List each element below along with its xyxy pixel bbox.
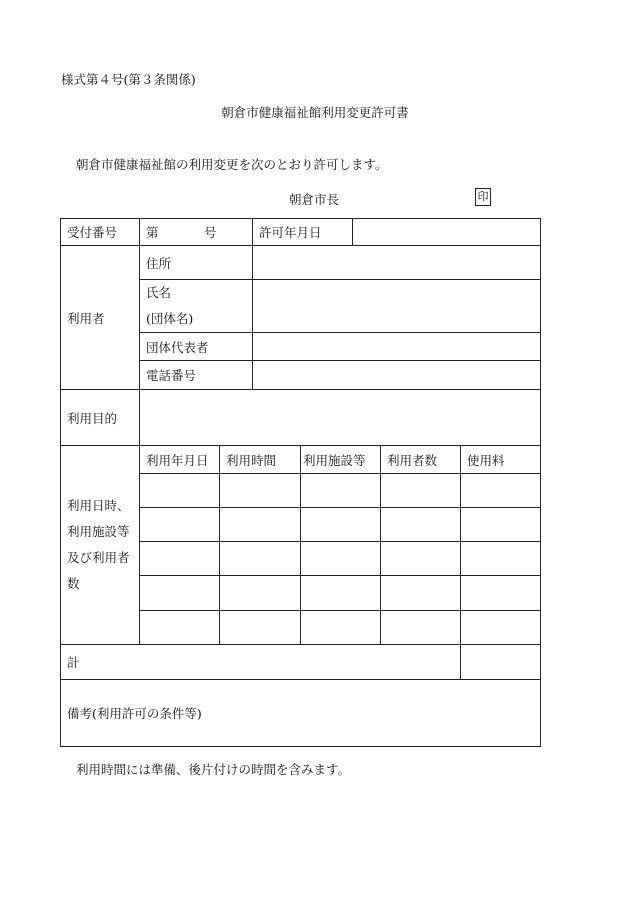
usage-date-cell[interactable] xyxy=(140,508,220,542)
usage-facility-cell[interactable] xyxy=(301,576,381,611)
number-suffix: 号 xyxy=(204,225,217,240)
address-row xyxy=(61,246,541,280)
permit-date-field[interactable] xyxy=(353,219,541,246)
usage-fee-cell[interactable] xyxy=(461,576,541,611)
usage-date-cell[interactable] xyxy=(140,611,220,645)
total-label: 計 xyxy=(61,645,461,680)
issuer-name: 朝倉市長 xyxy=(289,192,340,207)
usage-fee-cell[interactable] xyxy=(461,474,541,508)
seal-mark: 印 xyxy=(475,188,491,206)
usage-facility-cell[interactable] xyxy=(301,542,381,576)
user-label: 利用者 xyxy=(61,246,140,390)
total-fee-cell[interactable] xyxy=(461,645,541,680)
usage-date-cell[interactable] xyxy=(140,542,220,576)
remarks-row xyxy=(61,680,541,747)
usage-users-cell[interactable] xyxy=(381,474,461,508)
footnote: 利用時間には準備、後片付けの時間を含みます。 xyxy=(76,762,351,777)
purpose-row xyxy=(61,390,541,446)
column-header-time: 利用時間 xyxy=(220,446,301,474)
number-prefix: 第 xyxy=(146,225,159,240)
document-title: 朝倉市健康福祉館利用変更許可書 xyxy=(221,105,409,120)
usage-label-line: 及び利用者 xyxy=(67,550,130,565)
usage-time-cell[interactable] xyxy=(220,542,301,576)
usage-label-cell xyxy=(61,446,140,645)
usage-time-cell[interactable] xyxy=(220,576,301,611)
column-header-fee: 使用料 xyxy=(461,446,541,474)
reception-number-field[interactable] xyxy=(140,219,253,246)
purpose-label: 利用目的 xyxy=(61,390,140,446)
usage-users-cell[interactable] xyxy=(381,542,461,576)
reception-number-label: 受付番号 xyxy=(61,219,140,246)
usage-users-cell[interactable] xyxy=(381,508,461,542)
name-label-cell xyxy=(140,280,253,333)
total-row xyxy=(61,645,541,680)
address-label: 住所 xyxy=(140,246,253,280)
usage-time-cell[interactable] xyxy=(220,611,301,645)
name-field[interactable] xyxy=(253,280,541,333)
name-label: 氏名 xyxy=(146,285,172,300)
usage-fee-cell[interactable] xyxy=(461,611,541,645)
phone-label: 電話番号 xyxy=(140,361,253,390)
form-number: 様式第４号(第３条関係) xyxy=(61,72,196,87)
usage-time-cell[interactable] xyxy=(220,474,301,508)
usage-date-cell[interactable] xyxy=(140,576,220,611)
usage-users-cell[interactable] xyxy=(381,611,461,645)
usage-date-cell[interactable] xyxy=(140,474,220,508)
permit-date-label: 許可年月日 xyxy=(253,219,353,246)
usage-facility-cell[interactable] xyxy=(301,611,381,645)
permit-form-table xyxy=(60,218,541,747)
usage-fee-cell[interactable] xyxy=(461,508,541,542)
representative-field[interactable] xyxy=(253,333,541,361)
column-header-facility: 利用施設等 xyxy=(301,446,381,474)
column-header-users: 利用者数 xyxy=(381,446,461,474)
usage-label-line: 数 xyxy=(67,576,80,591)
usage-header-row xyxy=(61,446,541,474)
usage-time-cell[interactable] xyxy=(220,508,301,542)
usage-fee-cell[interactable] xyxy=(461,542,541,576)
usage-label-line: 利用日時、 xyxy=(67,498,130,513)
reception-row xyxy=(61,219,541,246)
remarks-label: 備考(利用許可の条件等) xyxy=(67,706,202,721)
column-header-date: 利用年月日 xyxy=(140,446,220,474)
group-name-label: (団体名) xyxy=(146,311,194,326)
intro-text: 朝倉市健康福祉館の利用変更を次のとおり許可します。 xyxy=(76,157,388,172)
usage-label-line: 利用施設等 xyxy=(67,524,130,539)
purpose-field[interactable] xyxy=(140,390,541,446)
usage-facility-cell[interactable] xyxy=(301,508,381,542)
remarks-cell[interactable] xyxy=(61,680,541,747)
representative-label: 団体代表者 xyxy=(140,333,253,361)
usage-users-cell[interactable] xyxy=(381,576,461,611)
phone-field[interactable] xyxy=(253,361,541,390)
usage-facility-cell[interactable] xyxy=(301,474,381,508)
address-field[interactable] xyxy=(253,246,541,280)
